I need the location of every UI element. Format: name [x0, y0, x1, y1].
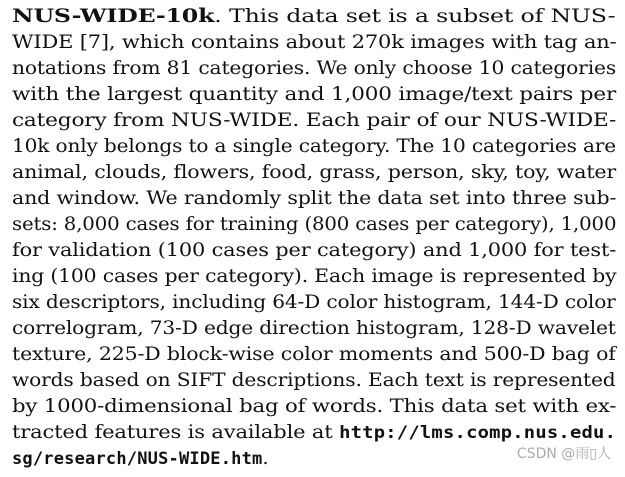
- line-text: . This data set is a subset of NUS-: [214, 5, 616, 27]
- paragraph-line: [12, 186, 616, 210]
- line-text: category from NUS-WIDE. Each pair of our NUS-WIDE-: [12, 109, 617, 131]
- line-text: and window. We randomly split the data set into three sub-: [12, 187, 617, 209]
- csdn-watermark: CSDN @雨▯人: [516, 446, 611, 462]
- paragraph-line: [12, 212, 616, 236]
- paragraph-line: [12, 160, 616, 184]
- paragraph-line: [12, 30, 617, 54]
- paragraph-line: [12, 264, 616, 288]
- line-text: texture, 225-D block-wise color moments and 500-D bag of: [12, 343, 616, 365]
- line-text: notations from 81 categories. We only choose 10 categories: [12, 57, 617, 79]
- paragraph-line: [12, 134, 616, 158]
- line-text: with the largest quantity and 1,000 image/text pairs per: [12, 83, 617, 105]
- line-text: animal, clouds, flowers, food, grass, person, sky, toy, water: [12, 161, 617, 183]
- line-text: six descriptors, including 64-D color histogram, 144-D color: [12, 291, 616, 313]
- paragraph-line: [12, 82, 616, 106]
- url-text: http://lms.comp.nus.edu.: [339, 423, 617, 443]
- paragraph-line: [12, 368, 616, 392]
- line-text: correlogram, 73-D edge direction histogram, 128-D wavelet: [12, 317, 616, 339]
- paragraph-line: [12, 108, 616, 132]
- dataset-name: NUS-WIDE-10k: [12, 5, 215, 27]
- line-text: for validation (100 cases per category) and 1,000 for test-: [12, 239, 617, 261]
- line-text: by 1000-dimensional bag of words. This data set with ex-: [12, 395, 617, 417]
- paragraph-line: [12, 342, 616, 366]
- paragraph-line: [12, 316, 616, 340]
- paragraph-line: [12, 56, 616, 80]
- line-text: WIDE [7], which contains about 270k images with tag an-: [12, 31, 617, 53]
- paragraph-line: [12, 394, 616, 418]
- line-text: .: [262, 447, 269, 469]
- paragraph-line: [12, 4, 615, 28]
- line-text: tracted features is available at: [12, 421, 340, 443]
- paragraph-line: [12, 290, 616, 314]
- line-text: words based on SIFT descriptions. Each text is represented: [12, 369, 616, 391]
- paragraph-line: [12, 420, 616, 444]
- line-text: 10k only belongs to a single category. The 10 categories are: [12, 135, 616, 157]
- url-text: sg/research/NUS-WIDE.htm: [12, 449, 263, 469]
- line-text: sets: 8,000 cases for training (800 cases per category), 1,000: [12, 213, 617, 235]
- line-text: ing (100 cases per category). Each image is represented by: [12, 265, 617, 287]
- paragraph-line: [12, 238, 616, 262]
- paragraph-line: [12, 446, 268, 470]
